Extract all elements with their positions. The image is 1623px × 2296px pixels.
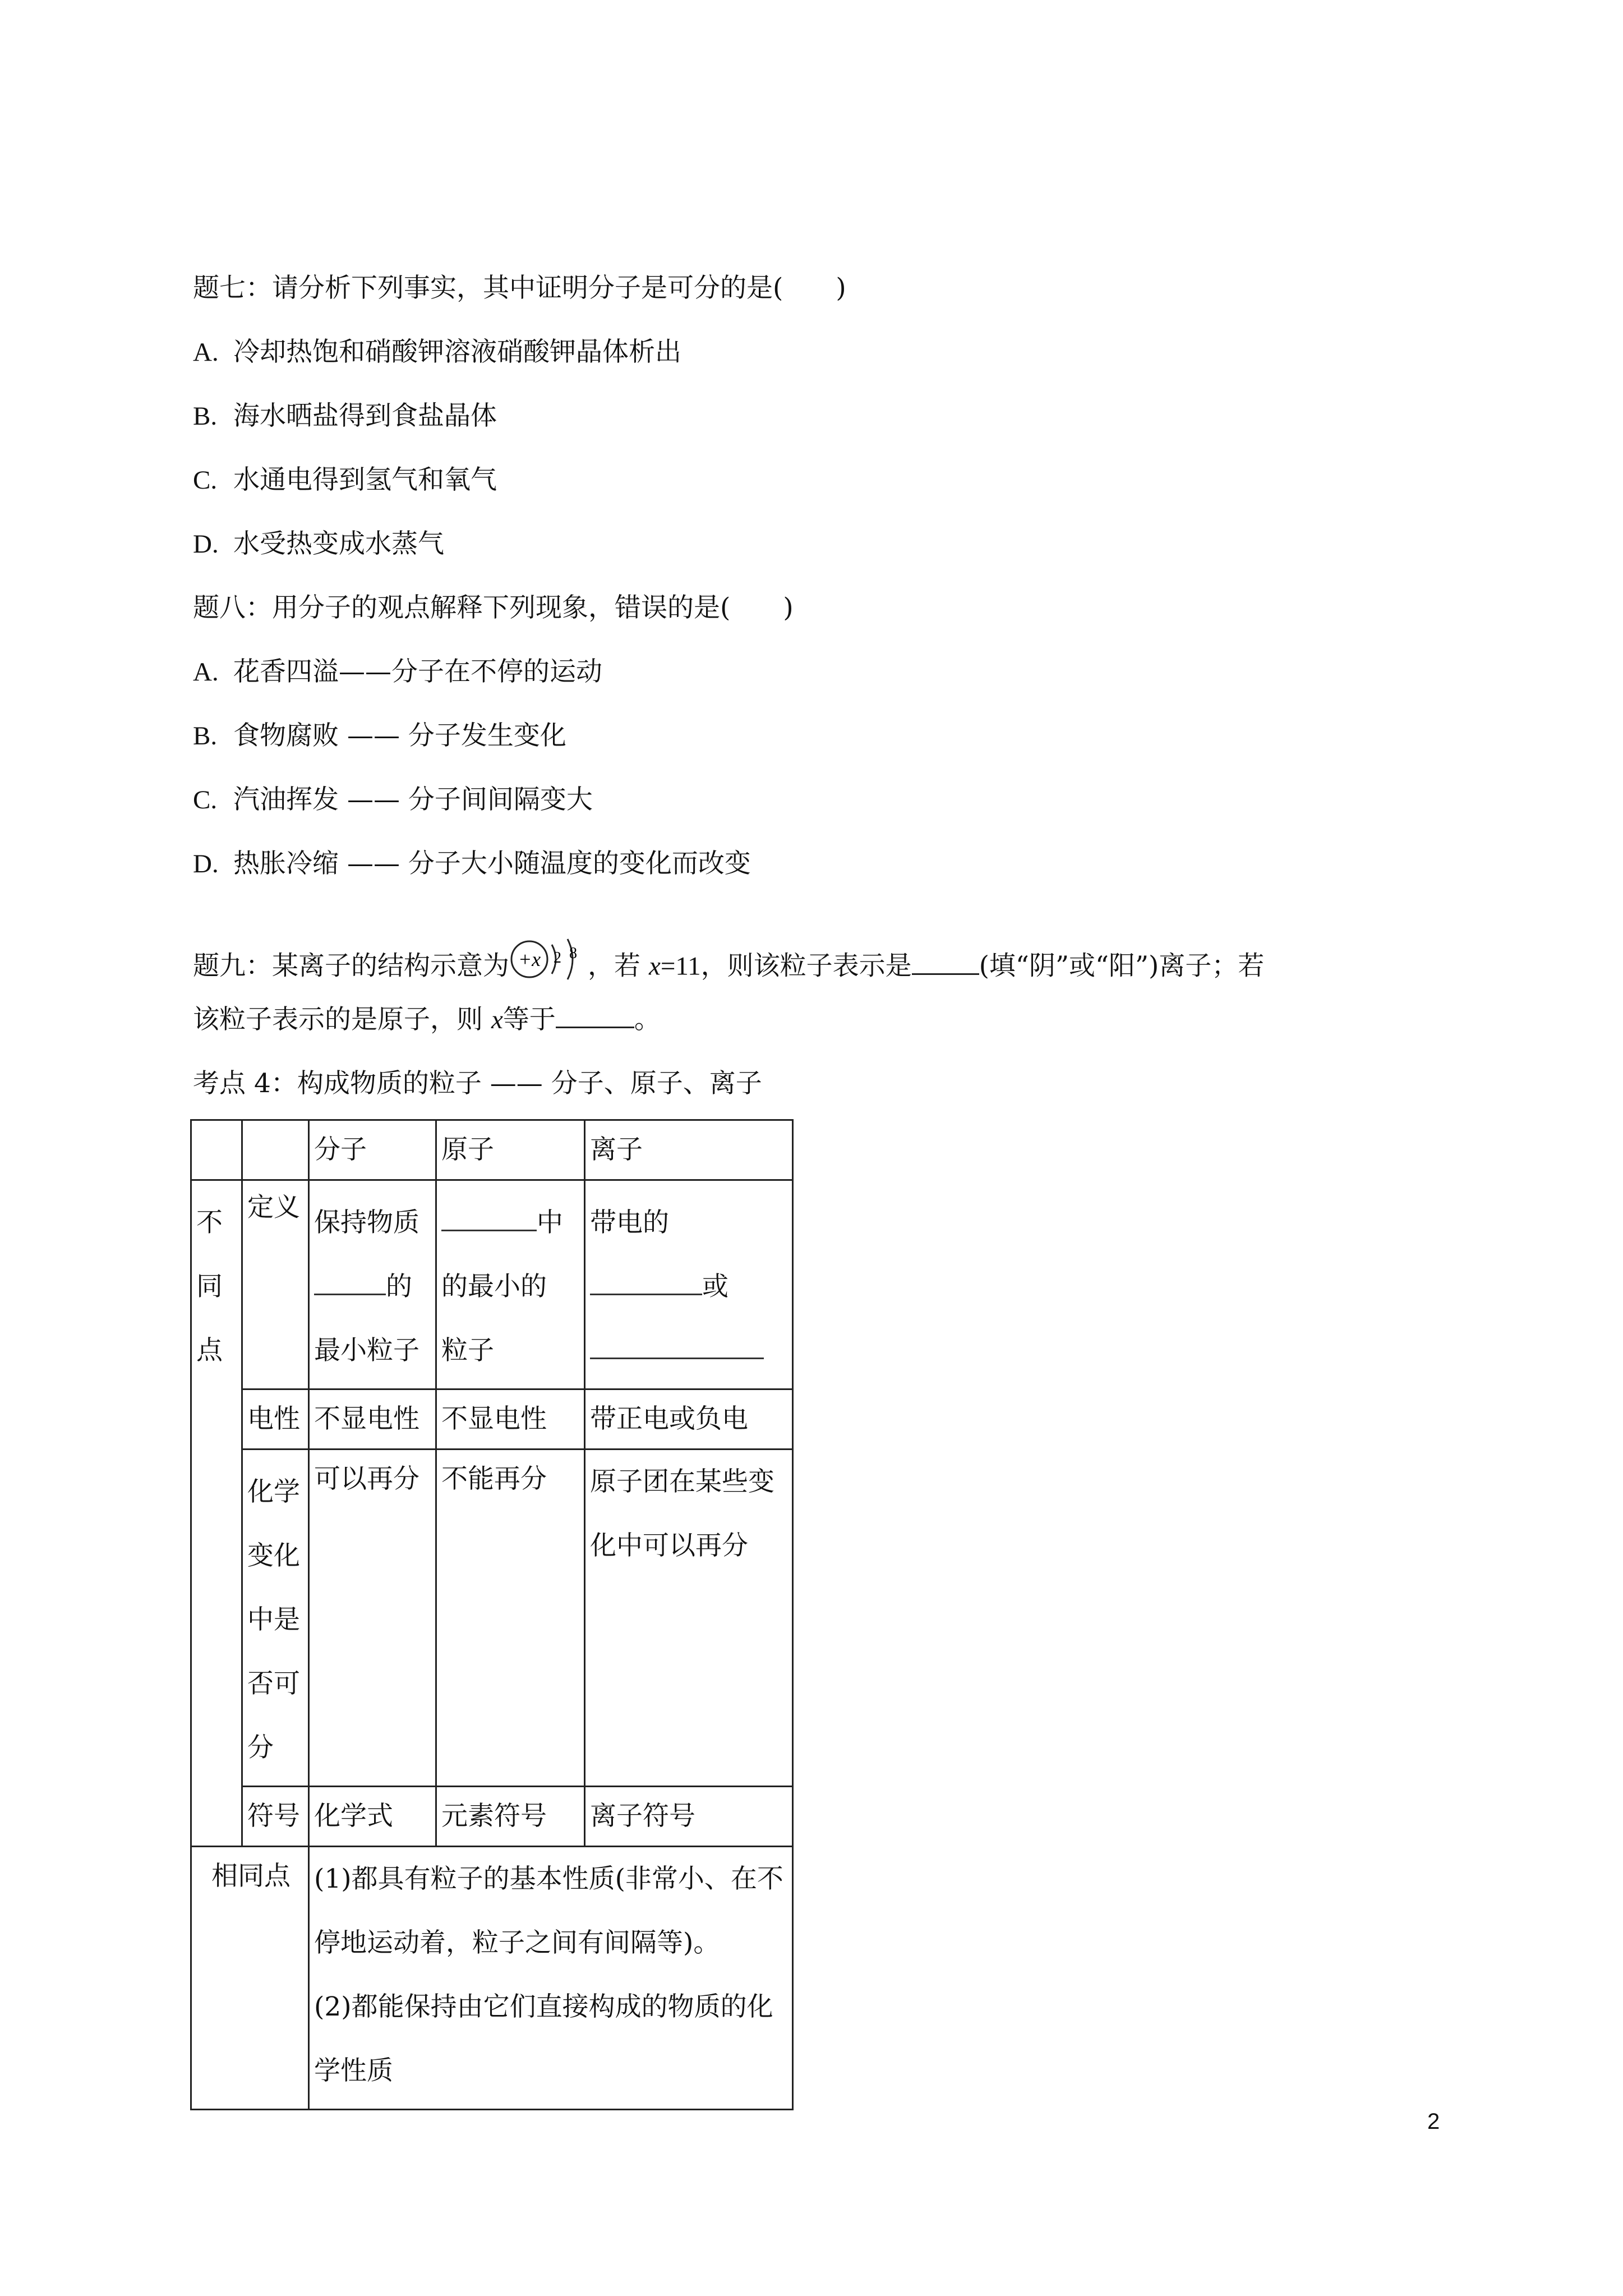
atom-charge: 不显电性 <box>436 1389 585 1450</box>
row-label-symbol: 符号 <box>242 1787 309 1847</box>
shell-1-electrons: 2 <box>554 949 561 967</box>
ion-definition-blank-2[interactable] <box>590 1333 764 1359</box>
q7-stem: 题七：请分析下列事实，其中证明分子是可分的是( ) <box>193 273 846 303</box>
atom-symbol: 元素符号 <box>436 1787 585 1847</box>
q9-blank-2[interactable] <box>556 1004 634 1028</box>
same-point-2: (2)都能保持由它们直接构成的物质的化学性质 <box>314 1991 773 2086</box>
shell-2-electrons: 8 <box>569 945 577 962</box>
same-point-1: (1)都具有粒子的基本性质(非常小、在不停地运动着，粒子之间有间隔等)。 <box>314 1864 783 1958</box>
particles-table <box>190 1119 794 2110</box>
ion-definition-blank-1[interactable] <box>590 1269 702 1295</box>
ion-symbol: 离子符号 <box>585 1787 793 1847</box>
q9-blank-1[interactable] <box>912 951 979 975</box>
q8-option-b: B. 食物腐败 —— 分子发生变化 <box>193 720 566 751</box>
q7-option-a: A. 冷却热饱和硝酸钾溶液硝酸钾晶体析出 <box>193 337 681 367</box>
q7-option-d: D. 水受热变成水蒸气 <box>193 528 444 559</box>
q8-stem: 题八：用分子的观点解释下列现象，错误的是( ) <box>193 592 794 623</box>
row-label-definition: 定义 <box>242 1180 309 1389</box>
q8-option-d: D. 热胀冷缩 —— 分子大小随温度的变化而改变 <box>193 848 751 879</box>
q7-option-b: B. 海水晒盐得到食盐晶体 <box>193 401 497 431</box>
atom-definition: 中 的最小的 粒子 <box>436 1180 585 1389</box>
table-row-definition <box>191 1180 793 1389</box>
table-row-same <box>191 1847 793 2110</box>
q7-option-c: C. 水通电得到氢气和氧气 <box>193 464 497 495</box>
table-row-charge <box>191 1389 793 1450</box>
ion-definition: 带电的 或 <box>585 1180 793 1389</box>
table-header-row <box>191 1120 793 1180</box>
section-title: 考点 4：构成物质的粒子 —— 分子、原子、离子 <box>193 1068 762 1099</box>
row-label-divisible: 化学变化中是否可分 <box>242 1450 309 1787</box>
molecule-symbol: 化学式 <box>309 1787 436 1847</box>
molecule-definition: 保持物质 的 最小粒子 <box>309 1180 436 1389</box>
q9-line1: 题九：某离子的结构示意为 +x 2 8 ，若 x=11，则该粒子表示是 (填“阴”或“阳”)离子；若 <box>193 940 1264 996</box>
header-molecule: 分子 <box>309 1120 436 1180</box>
row-label-charge: 电性 <box>242 1389 309 1450</box>
header-ion: 离子 <box>585 1120 793 1180</box>
group-diff-label: 不同点 <box>191 1180 242 1847</box>
ion-charge: 带正电或负电 <box>585 1389 793 1450</box>
header-atom: 原子 <box>436 1120 585 1180</box>
table-row-symbol <box>191 1787 793 1847</box>
q8-option-c: C. 汽油挥发 —— 分子间间隔变大 <box>193 784 593 815</box>
q9-line2: 该粒子表示的是原子，则 x等于 。 <box>193 1004 661 1035</box>
page-number: 2 <box>1427 2109 1440 2134</box>
molecule-charge: 不显电性 <box>309 1389 436 1450</box>
q8-option-a: A. 花香四溢——分子在不停的运动 <box>193 656 602 687</box>
atom-divisible: 不能再分 <box>436 1450 585 1787</box>
ion-structure-diagram <box>509 935 588 990</box>
table-row-divisible <box>191 1450 793 1787</box>
group-same-label: 相同点 <box>191 1847 309 2110</box>
molecule-divisible: 可以再分 <box>309 1450 436 1787</box>
molecule-definition-blank[interactable] <box>314 1269 386 1295</box>
nucleus-label: +x <box>518 948 541 970</box>
same-points <box>309 1847 793 2110</box>
ion-divisible: 原子团在某些变化中可以再分 <box>585 1450 793 1787</box>
atom-definition-blank[interactable] <box>441 1205 537 1231</box>
